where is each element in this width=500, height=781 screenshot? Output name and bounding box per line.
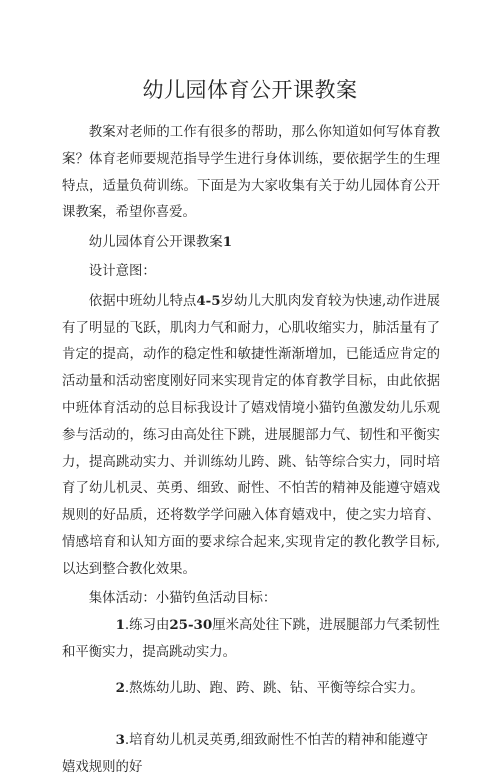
design-age-range: 4-5: [196, 292, 221, 309]
section-heading: [62, 229, 440, 257]
goal-item-1: [62, 612, 440, 667]
goal-item-3: [62, 727, 440, 781]
goal-item-text: .熬炼幼儿助、跑、跨、跳、钻、平衡等综合实力。: [124, 680, 424, 696]
design-text-post: 岁幼儿大肌肉发育较为快速,动作进展有了明显的飞跃，肌肉力气和耐力，心肌收缩实力，肺活量有了肯定的提高，动作的稳定性和敏捷性渐渐增加，已能适应肯定的活动量和活动密度刚好同来实现肯定的体育教学目标，由此依据中班体育活动的总目标我设计了嬉戏情境小猫钓鱼激发幼儿乐观参与活动的，练习由高处往下跳，进展腿部力气、韧性和平衡实力，提高跳动实力、并训练幼儿跨、跳、钻等综合实力，同时培育了幼儿机灵、英勇、细致、耐性、不怕苦的精神及能遵守嬉戏规则的好品质，还将数学学问融入体育嬉戏中，使之实力培育、情感培育和认知方面的要求综合起来,实现肯定的教化教学目标,以达到整合教化效果。: [62, 293, 440, 577]
design-text-pre: 依据中班幼儿特点: [88, 293, 197, 309]
goal-item-2: [62, 675, 440, 703]
goal-item-height: 25-30: [169, 617, 213, 634]
goal-item-number: 3: [115, 731, 125, 748]
design-intent-label: 设计意图：: [88, 263, 156, 279]
goal-item-number: 2: [115, 679, 125, 696]
activity-goal-heading: 集体活动：小猫钓鱼活动目标：: [88, 590, 277, 606]
section-heading-number: 1: [222, 234, 233, 251]
goal-item-number: 1: [115, 617, 125, 634]
section-heading-text: 幼儿园体育公开课教案: [88, 235, 223, 251]
goal-item-text-post: 厘米高处往下跳，进展腿部力气柔韧性和平衡实力，提高跳动实力。: [62, 618, 440, 661]
design-intent-paragraph: [62, 288, 440, 584]
document-body: [62, 120, 440, 781]
page-title: 幼儿园体育公开课教案: [142, 78, 358, 102]
goal-item-text-pre: .练习由: [124, 618, 170, 634]
goal-item-text: .培育幼儿机灵英勇,细致耐性不怕苦的精神和能遵守嬉戏规则的好: [62, 732, 429, 775]
intro-paragraph: 教案对老师的工作有很多的帮助，那么你知道如何写体育教案？体育老师要规范指导学生进行身体训练，要依据学生的生理特点，适量负荷训练。下面是为大家收集有关于幼儿园体育公开课教案，希望你喜爱。: [62, 125, 440, 221]
